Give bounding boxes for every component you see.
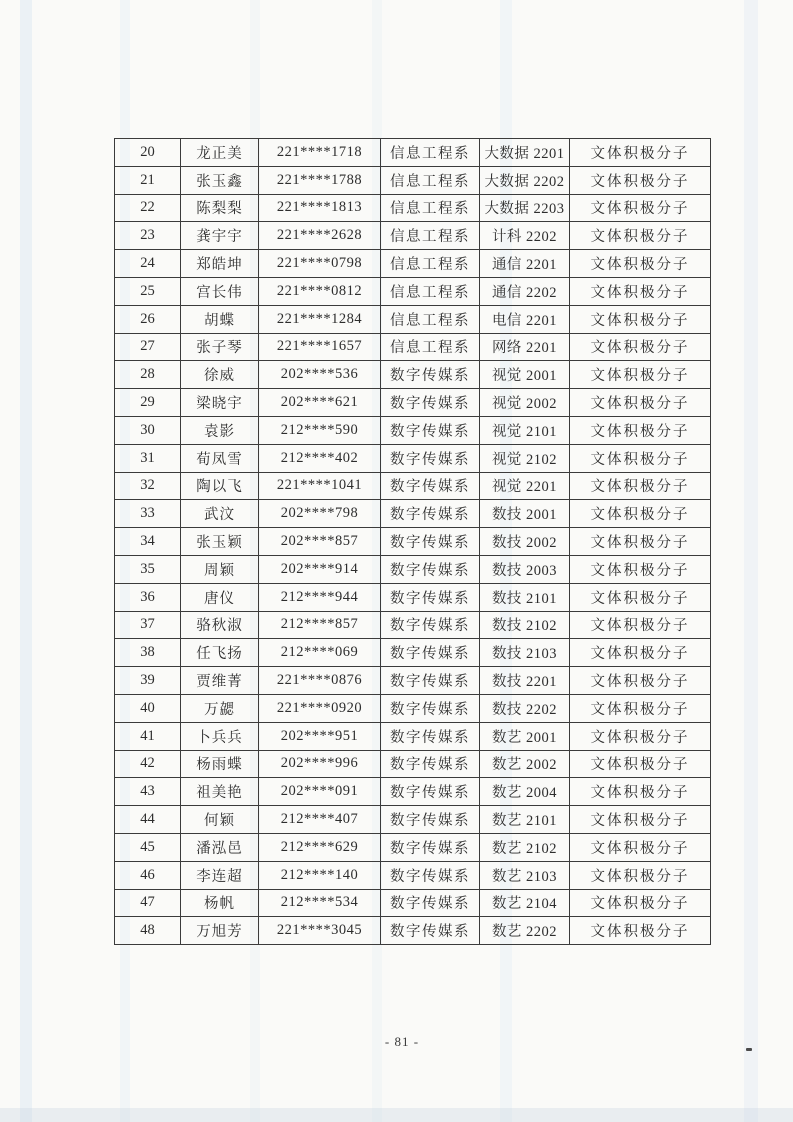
cell-no: 30 <box>115 416 181 444</box>
scan-artifact-dash <box>746 1048 752 1051</box>
cell-department: 数字传媒系 <box>381 555 480 583</box>
cell-name: 何颖 <box>181 806 259 834</box>
cell-class_name: 数技 2001 <box>480 500 570 528</box>
cell-no: 47 <box>115 889 181 917</box>
cell-name: 袁影 <box>181 416 259 444</box>
table-row <box>115 277 711 305</box>
scan-streak <box>20 0 32 1122</box>
table-row <box>115 806 711 834</box>
table-row <box>115 639 711 667</box>
cell-name: 陈梨梨 <box>181 194 259 222</box>
cell-department: 数字传媒系 <box>381 861 480 889</box>
cell-no: 42 <box>115 750 181 778</box>
cell-class_name: 数技 2101 <box>480 583 570 611</box>
cell-department: 数字传媒系 <box>381 917 480 945</box>
cell-class_name: 电信 2201 <box>480 305 570 333</box>
cell-department: 信息工程系 <box>381 139 480 167</box>
cell-award: 文体积极分子 <box>570 750 711 778</box>
cell-no: 40 <box>115 694 181 722</box>
table-row <box>115 333 711 361</box>
cell-award: 文体积极分子 <box>570 139 711 167</box>
cell-department: 信息工程系 <box>381 250 480 278</box>
cell-no: 27 <box>115 333 181 361</box>
cell-phone: 202****621 <box>259 389 381 417</box>
cell-no: 23 <box>115 222 181 250</box>
cell-name: 龚宇宇 <box>181 222 259 250</box>
cell-name: 祖美艳 <box>181 778 259 806</box>
cell-no: 45 <box>115 833 181 861</box>
cell-award: 文体积极分子 <box>570 889 711 917</box>
cell-name: 贾维菁 <box>181 667 259 695</box>
table-row <box>115 861 711 889</box>
cell-no: 35 <box>115 555 181 583</box>
cell-no: 21 <box>115 166 181 194</box>
cell-phone: 212****944 <box>259 583 381 611</box>
scan-streak <box>744 0 758 1122</box>
cell-department: 数字传媒系 <box>381 667 480 695</box>
cell-department: 数字传媒系 <box>381 500 480 528</box>
cell-name: 万勰 <box>181 694 259 722</box>
cell-no: 48 <box>115 917 181 945</box>
cell-name: 龙正美 <box>181 139 259 167</box>
cell-department: 信息工程系 <box>381 194 480 222</box>
cell-award: 文体积极分子 <box>570 583 711 611</box>
cell-phone: 202****536 <box>259 361 381 389</box>
table-row <box>115 583 711 611</box>
cell-phone: 212****069 <box>259 639 381 667</box>
cell-class_name: 计科 2202 <box>480 222 570 250</box>
cell-name: 梁晓宇 <box>181 389 259 417</box>
cell-award: 文体积极分子 <box>570 806 711 834</box>
cell-award: 文体积极分子 <box>570 611 711 639</box>
cell-name: 万旭芳 <box>181 917 259 945</box>
cell-department: 数字传媒系 <box>381 639 480 667</box>
cell-no: 26 <box>115 305 181 333</box>
cell-name: 徐威 <box>181 361 259 389</box>
cell-award: 文体积极分子 <box>570 389 711 417</box>
cell-phone: 212****140 <box>259 861 381 889</box>
cell-no: 24 <box>115 250 181 278</box>
cell-phone: 221****0798 <box>259 250 381 278</box>
cell-department: 信息工程系 <box>381 305 480 333</box>
table-row <box>115 472 711 500</box>
table-row <box>115 500 711 528</box>
cell-class_name: 视觉 2002 <box>480 389 570 417</box>
cell-phone: 212****534 <box>259 889 381 917</box>
cell-department: 数字传媒系 <box>381 806 480 834</box>
cell-phone: 221****3045 <box>259 917 381 945</box>
cell-award: 文体积极分子 <box>570 416 711 444</box>
cell-no: 36 <box>115 583 181 611</box>
cell-department: 数字传媒系 <box>381 750 480 778</box>
cell-class_name: 数艺 2002 <box>480 750 570 778</box>
cell-department: 数字传媒系 <box>381 722 480 750</box>
cell-no: 31 <box>115 444 181 472</box>
table-row <box>115 694 711 722</box>
cell-class_name: 网络 2201 <box>480 333 570 361</box>
cell-department: 数字传媒系 <box>381 389 480 417</box>
cell-award: 文体积极分子 <box>570 667 711 695</box>
cell-no: 43 <box>115 778 181 806</box>
cell-class_name: 数技 2002 <box>480 528 570 556</box>
cell-name: 卜兵兵 <box>181 722 259 750</box>
cell-no: 28 <box>115 361 181 389</box>
cell-class_name: 大数据 2201 <box>480 139 570 167</box>
cell-name: 杨帆 <box>181 889 259 917</box>
cell-name: 郑皓坤 <box>181 250 259 278</box>
cell-no: 33 <box>115 500 181 528</box>
cell-class_name: 视觉 2201 <box>480 472 570 500</box>
cell-class_name: 通信 2201 <box>480 250 570 278</box>
cell-name: 武汶 <box>181 500 259 528</box>
cell-phone: 212****857 <box>259 611 381 639</box>
cell-department: 数字传媒系 <box>381 444 480 472</box>
cell-department: 信息工程系 <box>381 222 480 250</box>
cell-class_name: 视觉 2101 <box>480 416 570 444</box>
cell-phone: 221****1718 <box>259 139 381 167</box>
table-row <box>115 555 711 583</box>
table-row <box>115 917 711 945</box>
cell-phone: 221****2628 <box>259 222 381 250</box>
cell-name: 潘泓邑 <box>181 833 259 861</box>
cell-class_name: 数艺 2103 <box>480 861 570 889</box>
cell-award: 文体积极分子 <box>570 361 711 389</box>
cell-department: 数字传媒系 <box>381 472 480 500</box>
cell-name: 周颖 <box>181 555 259 583</box>
cell-award: 文体积极分子 <box>570 694 711 722</box>
cell-no: 29 <box>115 389 181 417</box>
cell-award: 文体积极分子 <box>570 472 711 500</box>
cell-no: 44 <box>115 806 181 834</box>
cell-name: 张子琴 <box>181 333 259 361</box>
cell-class_name: 数艺 2202 <box>480 917 570 945</box>
cell-department: 数字传媒系 <box>381 611 480 639</box>
cell-award: 文体积极分子 <box>570 722 711 750</box>
cell-name: 任飞扬 <box>181 639 259 667</box>
cell-class_name: 数艺 2104 <box>480 889 570 917</box>
cell-department: 信息工程系 <box>381 277 480 305</box>
cell-phone: 202****798 <box>259 500 381 528</box>
cell-phone: 212****402 <box>259 444 381 472</box>
table-row <box>115 361 711 389</box>
cell-award: 文体积极分子 <box>570 277 711 305</box>
cell-award: 文体积极分子 <box>570 833 711 861</box>
cell-no: 38 <box>115 639 181 667</box>
cell-award: 文体积极分子 <box>570 861 711 889</box>
cell-award: 文体积极分子 <box>570 555 711 583</box>
cell-name: 荀凤雪 <box>181 444 259 472</box>
cell-department: 数字传媒系 <box>381 889 480 917</box>
table-row <box>115 444 711 472</box>
cell-award: 文体积极分子 <box>570 250 711 278</box>
cell-no: 20 <box>115 139 181 167</box>
cell-class_name: 通信 2202 <box>480 277 570 305</box>
cell-name: 张玉鑫 <box>181 166 259 194</box>
cell-phone: 221****0920 <box>259 694 381 722</box>
cell-class_name: 数技 2201 <box>480 667 570 695</box>
cell-no: 25 <box>115 277 181 305</box>
cell-class_name: 视觉 2102 <box>480 444 570 472</box>
cell-class_name: 大数据 2203 <box>480 194 570 222</box>
cell-phone: 221****0812 <box>259 277 381 305</box>
cell-award: 文体积极分子 <box>570 778 711 806</box>
cell-department: 数字传媒系 <box>381 416 480 444</box>
cell-name: 杨雨蝶 <box>181 750 259 778</box>
cell-award: 文体积极分子 <box>570 166 711 194</box>
cell-phone: 221****1813 <box>259 194 381 222</box>
cell-phone: 212****629 <box>259 833 381 861</box>
cell-phone: 221****1657 <box>259 333 381 361</box>
cell-phone: 202****091 <box>259 778 381 806</box>
cell-department: 数字传媒系 <box>381 361 480 389</box>
cell-department: 数字传媒系 <box>381 694 480 722</box>
cell-no: 22 <box>115 194 181 222</box>
table-row <box>115 667 711 695</box>
scan-bottom-shadow <box>0 1108 793 1122</box>
cell-name: 骆秋淑 <box>181 611 259 639</box>
cell-phone: 202****857 <box>259 528 381 556</box>
cell-award: 文体积极分子 <box>570 500 711 528</box>
cell-no: 32 <box>115 472 181 500</box>
cell-class_name: 视觉 2001 <box>480 361 570 389</box>
cell-award: 文体积极分子 <box>570 639 711 667</box>
cell-class_name: 数艺 2004 <box>480 778 570 806</box>
cell-no: 37 <box>115 611 181 639</box>
cell-award: 文体积极分子 <box>570 333 711 361</box>
cell-phone: 212****590 <box>259 416 381 444</box>
cell-name: 胡蝶 <box>181 305 259 333</box>
cell-phone: 202****914 <box>259 555 381 583</box>
table-row <box>115 889 711 917</box>
cell-name: 陶以飞 <box>181 472 259 500</box>
cell-department: 数字传媒系 <box>381 583 480 611</box>
cell-no: 34 <box>115 528 181 556</box>
cell-phone: 202****951 <box>259 722 381 750</box>
cell-name: 宫长伟 <box>181 277 259 305</box>
cell-no: 39 <box>115 667 181 695</box>
cell-award: 文体积极分子 <box>570 444 711 472</box>
cell-class_name: 数技 2202 <box>480 694 570 722</box>
cell-class_name: 数技 2102 <box>480 611 570 639</box>
cell-class_name: 数技 2103 <box>480 639 570 667</box>
cell-name: 张玉颖 <box>181 528 259 556</box>
table-row <box>115 250 711 278</box>
cell-phone: 221****1284 <box>259 305 381 333</box>
cell-phone: 221****0876 <box>259 667 381 695</box>
cell-department: 数字传媒系 <box>381 778 480 806</box>
cell-name: 李连超 <box>181 861 259 889</box>
cell-class_name: 大数据 2202 <box>480 166 570 194</box>
table-row <box>115 833 711 861</box>
table-row <box>115 722 711 750</box>
cell-department: 信息工程系 <box>381 333 480 361</box>
table-row <box>115 750 711 778</box>
cell-department: 数字传媒系 <box>381 833 480 861</box>
cell-class_name: 数艺 2001 <box>480 722 570 750</box>
cell-class_name: 数艺 2101 <box>480 806 570 834</box>
table-row <box>115 416 711 444</box>
table-row <box>115 166 711 194</box>
table-row <box>115 139 711 167</box>
page-number: - 81 - <box>384 1034 420 1049</box>
cell-class_name: 数技 2003 <box>480 555 570 583</box>
table-row <box>115 778 711 806</box>
cell-award: 文体积极分子 <box>570 305 711 333</box>
cell-department: 数字传媒系 <box>381 528 480 556</box>
cell-no: 46 <box>115 861 181 889</box>
award-roster-table <box>114 138 711 945</box>
cell-class_name: 数艺 2102 <box>480 833 570 861</box>
cell-award: 文体积极分子 <box>570 917 711 945</box>
table-row <box>115 305 711 333</box>
cell-phone: 212****407 <box>259 806 381 834</box>
cell-phone: 202****996 <box>259 750 381 778</box>
table-row <box>115 222 711 250</box>
cell-award: 文体积极分子 <box>570 194 711 222</box>
table-row <box>115 194 711 222</box>
cell-award: 文体积极分子 <box>570 222 711 250</box>
cell-name: 唐仪 <box>181 583 259 611</box>
cell-award: 文体积极分子 <box>570 528 711 556</box>
cell-department: 信息工程系 <box>381 166 480 194</box>
table-row <box>115 611 711 639</box>
table-row <box>115 528 711 556</box>
cell-phone: 221****1788 <box>259 166 381 194</box>
cell-no: 41 <box>115 722 181 750</box>
table-row <box>115 389 711 417</box>
cell-phone: 221****1041 <box>259 472 381 500</box>
